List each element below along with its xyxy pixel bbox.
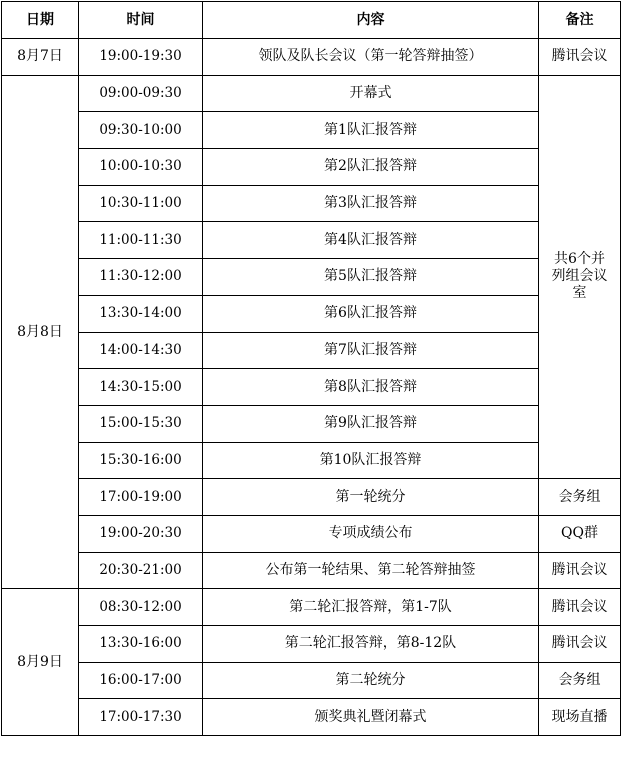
content-cell: 第9队汇报答辩 — [203, 405, 539, 442]
time-cell: 16:00-17:00 — [79, 662, 203, 699]
time-cell: 17:00-17:30 — [79, 699, 203, 736]
table-row — [2, 369, 621, 406]
content-cell: 第8队汇报答辩 — [203, 369, 539, 406]
table-row — [2, 332, 621, 369]
content-cell: 第5队汇报答辩 — [203, 259, 539, 296]
note-cell: 现场直播 — [539, 699, 621, 736]
time-cell: 14:30-15:00 — [79, 369, 203, 406]
content-cell: 第2队汇报答辩 — [203, 149, 539, 186]
table-row — [2, 405, 621, 442]
header-content: 内容 — [203, 2, 539, 39]
content-cell: 第7队汇报答辩 — [203, 332, 539, 369]
date-cell: 8月7日 — [2, 39, 79, 76]
time-cell: 10:30-11:00 — [79, 185, 203, 222]
header-row — [2, 2, 621, 39]
time-cell: 08:30-12:00 — [79, 589, 203, 626]
time-cell: 13:30-16:00 — [79, 626, 203, 663]
content-cell: 开幕式 — [203, 75, 539, 112]
note-cell: 会务组 — [539, 662, 621, 699]
table-row — [2, 442, 621, 479]
time-cell: 13:30-14:00 — [79, 295, 203, 332]
note-cell: QQ群 — [539, 515, 621, 552]
content-cell: 第二轮统分 — [203, 662, 539, 699]
time-cell: 10:00-10:30 — [79, 149, 203, 186]
merged-note-line: 室 — [572, 285, 587, 302]
table-row — [2, 75, 621, 112]
header-time: 时间 — [79, 2, 203, 39]
table-row — [2, 479, 621, 516]
table-row — [2, 112, 621, 149]
time-cell: 15:00-15:30 — [79, 405, 203, 442]
table-row — [2, 295, 621, 332]
content-cell: 公布第一轮结果、第二轮答辩抽签 — [203, 552, 539, 589]
header-date: 日期 — [2, 2, 79, 39]
content-cell: 第10队汇报答辩 — [203, 442, 539, 479]
content-cell: 第3队汇报答辩 — [203, 185, 539, 222]
time-cell: 19:00-20:30 — [79, 515, 203, 552]
table-row — [2, 589, 621, 626]
date-cell: 8月8日 — [2, 75, 79, 589]
note-cell: 腾讯会议 — [539, 39, 621, 76]
note-cell: 腾讯会议 — [539, 626, 621, 663]
content-cell: 第4队汇报答辩 — [203, 222, 539, 259]
content-cell: 第二轮汇报答辩，第1-7队 — [203, 589, 539, 626]
table-row — [2, 222, 621, 259]
content-cell: 专项成绩公布 — [203, 515, 539, 552]
note-cell: 腾讯会议 — [539, 589, 621, 626]
content-cell: 颁奖典礼暨闭幕式 — [203, 699, 539, 736]
merged-note-line: 共6个并 — [554, 251, 605, 268]
table-row — [2, 39, 621, 76]
time-cell: 11:00-11:30 — [79, 222, 203, 259]
table-row — [2, 662, 621, 699]
table-row — [2, 259, 621, 296]
content-cell: 第6队汇报答辩 — [203, 295, 539, 332]
table-row — [2, 626, 621, 663]
time-cell: 09:30-10:00 — [79, 112, 203, 149]
content-cell: 第1队汇报答辩 — [203, 112, 539, 149]
table-row — [2, 699, 621, 736]
time-cell: 17:00-19:00 — [79, 479, 203, 516]
time-cell: 11:30-12:00 — [79, 259, 203, 296]
note-cell: 会务组 — [539, 479, 621, 516]
content-cell: 领队及队长会议（第一轮答辩抽签） — [203, 39, 539, 76]
note-cell: 腾讯会议 — [539, 552, 621, 589]
merged-note-line: 列组会议 — [551, 268, 608, 285]
table-row — [2, 185, 621, 222]
time-cell: 19:00-19:30 — [79, 39, 203, 76]
date-cell: 8月9日 — [2, 589, 79, 736]
table-row — [2, 552, 621, 589]
time-cell: 14:00-14:30 — [79, 332, 203, 369]
time-cell: 15:30-16:00 — [79, 442, 203, 479]
time-cell: 20:30-21:00 — [79, 552, 203, 589]
merged-note-cell — [539, 75, 621, 479]
time-cell: 09:00-09:30 — [79, 75, 203, 112]
header-note: 备注 — [539, 2, 621, 39]
content-cell: 第二轮汇报答辩，第8-12队 — [203, 626, 539, 663]
table-row — [2, 149, 621, 186]
table-row — [2, 515, 621, 552]
content-cell: 第一轮统分 — [203, 479, 539, 516]
schedule-table — [1, 1, 621, 736]
